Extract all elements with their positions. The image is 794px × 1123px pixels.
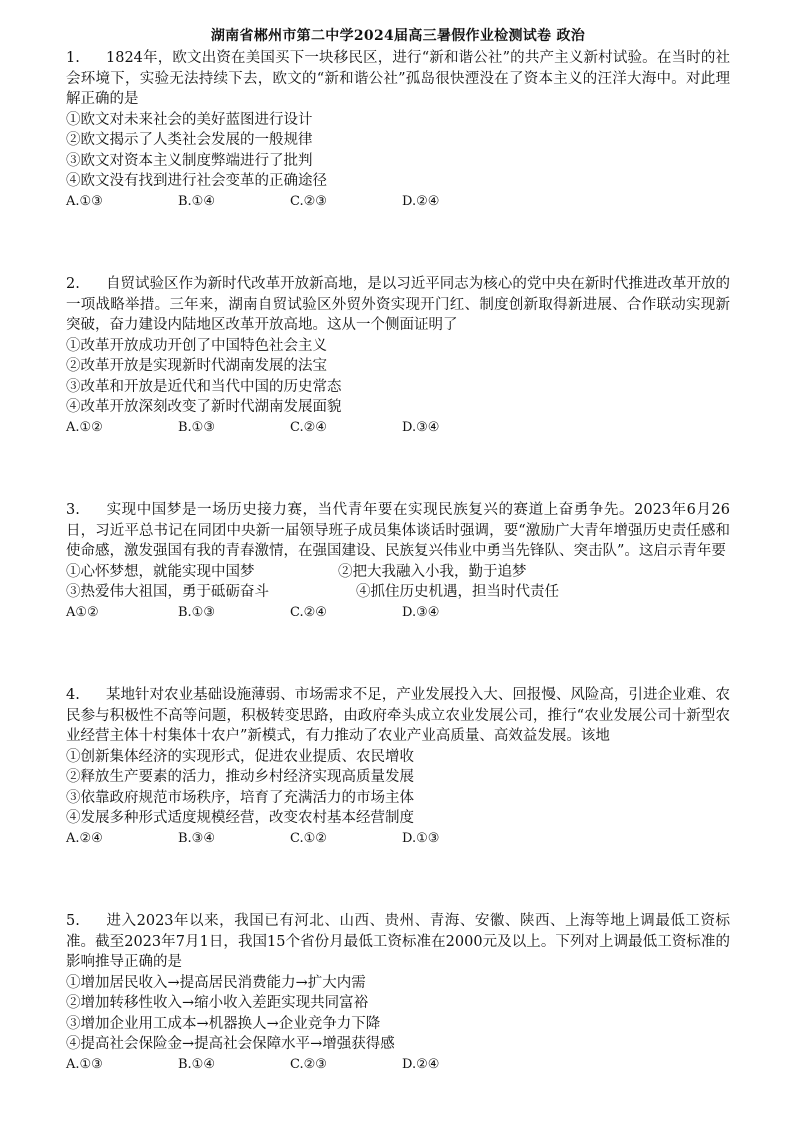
question-stem: 自贸试验区作为新时代改革开放新高地，是以习近平同志为核心的党中央在新时代推进改革开放的一项战略举措。三年来，湖南自贸试验区外贸外资实现开门红、制度创新取得新进展、合作联动实现新突破，奋力建设内陆地区改革开放高地。这从一个侧面证明了 <box>66 276 730 333</box>
question-number: 3. <box>66 502 80 518</box>
option-2: ②改革开放是实现新时代湖南发展的法宝 <box>66 358 327 374</box>
option-4: ④改革开放深刻改变了新时代湖南发展面貌 <box>66 399 342 415</box>
choice-a: A.②④ <box>66 830 103 846</box>
option-4: ④发展多种形式适度规模经营，改变农村基本经营制度 <box>66 810 414 826</box>
question-4 <box>66 685 730 849</box>
choice-a: A.①③ <box>66 1056 103 1072</box>
exam-page <box>66 26 730 1075</box>
option-2: ②欧文揭示了人类社会发展的一般规律 <box>66 132 313 148</box>
choice-c: C.②③ <box>290 1056 327 1072</box>
answer-choices <box>66 603 730 624</box>
option-3: ③热爱伟大祖国，勇于砥砺奋斗 <box>66 584 269 600</box>
question-1 <box>66 48 730 212</box>
option-2: ②增加转移性收入→缩小收入差距实现共同富裕 <box>66 995 369 1011</box>
answer-choices <box>66 829 730 850</box>
option-1: ①改革开放成功开创了中国特色社会主义 <box>66 337 327 354</box>
choice-c: C.②④ <box>290 604 327 620</box>
answer-choices <box>66 192 730 213</box>
choice-b: B.①④ <box>178 193 215 209</box>
option-4: ④抓住历史机遇，担当时代责任 <box>356 584 559 600</box>
option-3: ③依靠政府规范市场秩序，培育了充满活力的市场主体 <box>66 789 414 806</box>
choice-d: D.①③ <box>402 830 440 846</box>
choice-b: B.①④ <box>178 1056 215 1072</box>
option-1: ①心怀梦想，就能实现中国梦 <box>66 563 255 580</box>
question-stem: 某地针对农业基础设施薄弱、市场需求不足，产业发展投入大、回报慢、风险高，引进企业难、农民参与积极性不高等问题，积极转变思路，由政府牵头成立农业发展公司，推行“农业发展公司十新型农业经营主体十村集体十农户”新模式，有力推动了农业产业高质量、高效益发展。该地 <box>66 687 730 744</box>
question-number: 1. <box>66 50 80 66</box>
choice-b: B.③④ <box>178 830 215 846</box>
question-2 <box>66 274 730 438</box>
option-2: ②把大我融入小我，勤于追梦 <box>338 563 527 580</box>
choice-d: D.②④ <box>402 1056 440 1072</box>
choice-c: C.②③ <box>290 193 327 209</box>
option-1: ①欧文对未来社会的美好蓝图进行设计 <box>66 111 313 128</box>
option-1: ①增加居民收入→提高居民消费能力→扩大内需 <box>66 974 366 991</box>
choice-d: D.③④ <box>402 604 440 620</box>
choice-b: B.①③ <box>178 419 215 435</box>
question-stem: 实现中国梦是一场历史接力赛，当代青年要在实现民族复兴的赛道上奋勇争先。2023年6月26日，习近平总书记在同团中央新一届领导班子成员集体谈话时强调，要“激励广大青年增强历史责任感和使命感，激发强国有我的青春激情，在强国建设、民族复兴伟业中勇当先锋队、突击队”。这启示青年要 <box>66 502 730 559</box>
option-4: ④欧文没有找到进行社会变革的正确途径 <box>66 173 327 189</box>
choice-c: C.②④ <box>290 419 327 435</box>
choice-a: A①② <box>66 604 99 620</box>
question-stem: 进入2023年以来，我国已有河北、山西、贵州、青海、安徽、陕西、上海等地上调最低工资标准。截至2023年7月1日，我国15个省份月最低工资标准在2000元及以上。下列对上调最低工资标准的影响推导正确的是 <box>66 913 730 970</box>
choice-a: A.①③ <box>66 193 103 209</box>
option-3: ③欧文对资本主义制度弊端进行了批判 <box>66 152 313 169</box>
question-number: 2. <box>66 276 80 292</box>
question-number: 4. <box>66 687 80 703</box>
option-2: ②释放生产要素的活力，推动乡村经济实现高质量发展 <box>66 769 414 785</box>
choice-b: B.①③ <box>178 604 215 620</box>
option-row-2 <box>66 582 730 603</box>
choice-c: C.①② <box>290 830 327 846</box>
choice-d: D.③④ <box>402 419 440 435</box>
question-3 <box>66 500 730 623</box>
option-3: ③改革和开放是近代和当代中国的历史常态 <box>66 378 342 395</box>
answer-choices <box>66 1055 730 1076</box>
answer-choices <box>66 418 730 439</box>
choice-a: A.①② <box>66 419 103 435</box>
question-number: 5. <box>66 913 80 929</box>
page-title: 湖南省郴州市第二中学2024届高三暑假作业检测试卷 政治 <box>210 28 586 44</box>
option-1: ①创新集体经济的实现形式，促进农业提质、农民增收 <box>66 748 414 765</box>
option-3: ③增加企业用工成本→机器换人→企业竞争力下降 <box>66 1015 381 1032</box>
choice-d: D.②④ <box>402 193 440 209</box>
question-stem: 1824年，欧文出资在美国买下一块移民区，进行“新和谐公社”的共产主义新村试验。在当时的社会环境下，实验无法持续下去，欧文的“新和谐公社”孤岛很快湮没在了资本主义的汪洋大海中。对此理解正确的是 <box>66 50 730 107</box>
option-row-1 <box>66 562 730 583</box>
question-5 <box>66 911 730 1075</box>
option-4: ④提高社会保险金→提高社会保障水平→增强获得感 <box>66 1036 395 1052</box>
